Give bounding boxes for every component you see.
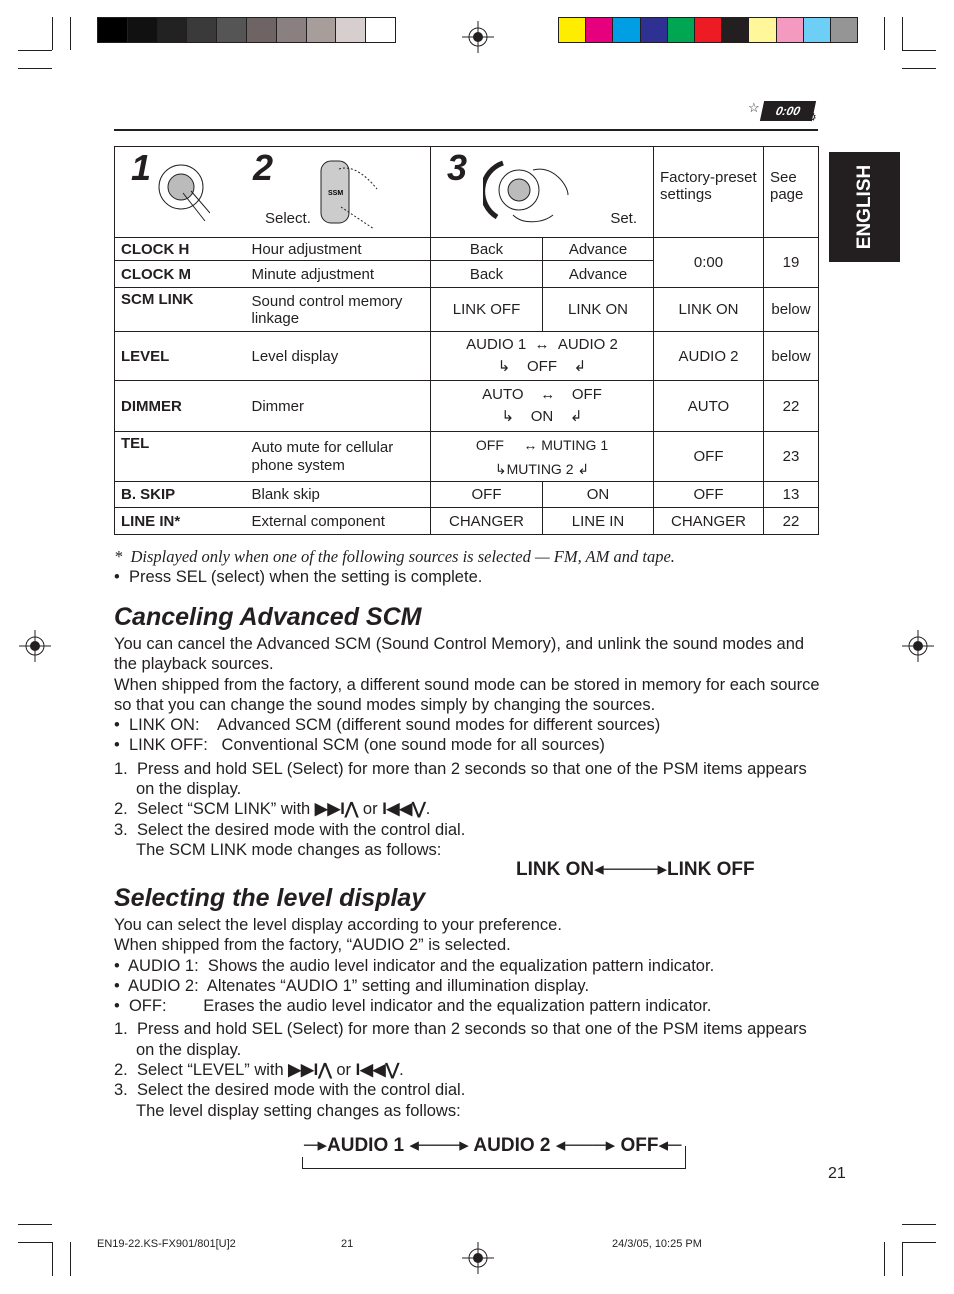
control-dial-rotate-icon <box>483 155 573 227</box>
paragraph: You can select the level display according to your preference. <box>114 916 562 934</box>
table-row <box>115 288 819 332</box>
step-text: Press and hold SEL (Select) for more than 2 seconds so that one of the PSM items appears on the display. <box>136 1020 807 1059</box>
color-swatch <box>667 18 694 42</box>
preset-value: AUDIO 2 <box>654 332 764 381</box>
crop-mark <box>18 50 52 51</box>
color-swatch <box>276 18 306 42</box>
prev-down-icon: I◀◀⋁ <box>382 800 426 819</box>
arrow-icon: ─▸ <box>304 1135 327 1156</box>
item-name: CLOCK H <box>115 238 246 261</box>
clock-badge: 0:00 <box>760 101 816 121</box>
color-swatch <box>694 18 721 42</box>
item-description: Hour adjustment <box>246 238 431 261</box>
table-row <box>115 332 819 381</box>
step-subtext: The SCM LINK mode changes as follows: <box>136 840 442 859</box>
table-row <box>115 508 819 535</box>
next-up-icon: ▶▶I⋀ <box>314 800 359 819</box>
option-a: Back <box>431 261 543 288</box>
preset-value: AUTO <box>654 381 764 432</box>
press-note-text: Press SEL (select) when the setting is complete. <box>128 568 483 586</box>
registration-mark-icon <box>462 1242 494 1274</box>
crop-mark <box>70 17 71 50</box>
step-3: 3. Select the desired mode with the control dial. <box>114 1081 466 1100</box>
option-cycle: AUDIO 1 ↔ AUDIO 2 ↳ OFF ↲ <box>431 332 654 381</box>
arrow-icon: ◂─ <box>658 1135 682 1156</box>
bidirectional-arrow-icon: ◂────▸ <box>594 859 668 880</box>
control-dial-press-icon <box>155 161 210 223</box>
color-swatch <box>776 18 803 42</box>
crop-mark <box>18 1242 52 1243</box>
bullet-text: AUDIO 1: Shows the audio level indicator and the equalization pattern indicator. <box>128 956 715 975</box>
step-2: 2. Select “SCM LINK” with ▶▶I⋀ or I◀◀⋁. <box>114 800 431 819</box>
language-tab <box>829 152 900 262</box>
or-text: or <box>336 1061 352 1080</box>
language-tab-label: ENGLISH <box>853 164 875 250</box>
bidirectional-arrow-icon: ◂───▸ <box>409 1135 469 1156</box>
option-c: ON <box>530 408 554 425</box>
registration-mark-icon <box>902 630 934 662</box>
option-b: LINK ON <box>543 288 654 332</box>
color-swatch <box>721 18 748 42</box>
color-swatch <box>585 18 612 42</box>
crop-mark <box>902 17 903 50</box>
color-swatch <box>306 18 336 42</box>
item-name: LINE IN* <box>115 508 246 535</box>
bidirectional-arrow-icon: ◂───▸ <box>555 1135 616 1156</box>
color-swatch <box>803 18 830 42</box>
page-ref: below <box>764 332 819 381</box>
set-label: Set. <box>610 210 637 227</box>
color-swatch <box>186 18 216 42</box>
star-icon: ☆ <box>748 100 760 115</box>
gear-icon: ⚙ <box>806 110 817 124</box>
step-1-2-cell <box>115 147 431 238</box>
option-a: AUTO <box>482 386 524 403</box>
paragraph: You can cancel the Advanced SCM (Sound Control Memory), and unlink the sound modes and the playback sources. <box>114 635 805 674</box>
color-swatch <box>748 18 775 42</box>
item-description: Dimmer <box>246 381 431 432</box>
option-b: ON <box>543 482 654 508</box>
table-header-row <box>115 147 819 238</box>
color-swatch <box>246 18 276 42</box>
step-text: Select “SCM LINK” with <box>136 800 311 819</box>
crop-mark <box>902 1242 936 1243</box>
crop-mark <box>52 1242 53 1276</box>
preset-value: OFF <box>654 482 764 508</box>
bullet: • OFF: Erases the audio level indicator and the equalization pattern indicator. <box>114 997 712 1016</box>
crop-mark <box>52 17 53 50</box>
step-2: 2. Select “LEVEL” with ▶▶I⋀ or I◀◀⋁. <box>114 1061 404 1080</box>
step-3: 3. Select the desired mode with the control dial. <box>114 820 466 839</box>
crop-mark <box>884 17 885 50</box>
flow-item: OFF <box>620 1135 659 1156</box>
preset-value: CHANGER <box>654 508 764 535</box>
header-rule <box>114 129 818 131</box>
item-name: LEVEL <box>115 332 246 381</box>
paragraph: When shipped from the factory, “AUDIO 2” is selected. <box>114 936 511 955</box>
footer-sheet: 21 <box>341 1238 354 1250</box>
color-swatch <box>127 18 157 42</box>
step-text: Press and hold SEL (Select) for more than 2 seconds so that one of the PSM items appears on the display. <box>136 759 807 799</box>
table-row <box>115 432 819 482</box>
step-text: Select the desired mode with the control dial. <box>136 820 466 839</box>
step-subtext: The level display setting changes as follows: <box>136 1101 461 1120</box>
color-swatch <box>640 18 667 42</box>
grayscale-bar <box>97 17 396 43</box>
section-title-scm: Canceling Advanced SCM <box>114 603 422 631</box>
crop-mark <box>902 1224 936 1225</box>
option-a: CHANGER <box>431 508 543 535</box>
crop-mark <box>902 50 936 51</box>
factory-preset-header: Factory-preset settings <box>654 147 764 238</box>
option-c: OFF <box>527 358 557 375</box>
option-a: OFF <box>475 436 504 453</box>
item-description: External component <box>246 508 431 535</box>
step-text: Select “LEVEL” with <box>136 1061 284 1080</box>
see-page-header: See page <box>764 147 819 238</box>
footer-date: 24/3/05, 10:25 PM <box>612 1238 702 1250</box>
option-a: AUDIO 1 <box>466 336 527 353</box>
paragraph: When shipped from the factory, a different sound mode can be stored in memory for each source so that you can change the sound modes simply by changing the sources. <box>114 675 820 714</box>
color-swatch <box>559 18 585 42</box>
step-text: Select the desired mode with the control dial. <box>136 1081 466 1100</box>
item-description: Minute adjustment <box>246 261 431 288</box>
preset-value: LINK ON <box>654 288 764 332</box>
bullet-text: AUDIO 2: Altenates “AUDIO 1” setting and illumination display. <box>128 976 590 995</box>
color-swatch <box>157 18 187 42</box>
item-description: Level display <box>246 332 431 381</box>
item-name: DIMMER <box>115 381 246 432</box>
step-1: 1. Press and hold SEL (Select) for more than 2 seconds so that one of the PSM items appears on the display. <box>114 759 807 799</box>
table-row <box>115 238 819 261</box>
section-title-level: Selecting the level display <box>114 884 426 912</box>
option-a: LINK OFF <box>431 288 543 332</box>
page-ref: 22 <box>764 508 819 535</box>
option-a: OFF <box>431 482 543 508</box>
item-name: TEL <box>115 432 246 482</box>
bullet-text: LINK ON: Advanced SCM (different sound modes for different sources) <box>128 716 661 735</box>
step-3-number: 3 <box>447 147 468 188</box>
flow-item: LINK OFF <box>667 859 755 880</box>
bullet-text: LINK OFF: Conventional SCM (one sound mode for all sources) <box>128 736 605 755</box>
footer-filename: EN19-22.KS-FX901/801[U]2 <box>97 1238 236 1250</box>
flow-item: AUDIO 1 <box>327 1135 405 1156</box>
item-name: B. SKIP <box>115 482 246 508</box>
scm-body <box>114 634 820 860</box>
flow-item: AUDIO 2 <box>473 1135 551 1156</box>
footnote-text: Displayed only when one of the following sources is selected — FM, AM and tape. <box>130 547 675 566</box>
option-b: OFF <box>571 386 602 403</box>
color-swatch <box>98 18 127 42</box>
color-swatch <box>216 18 246 42</box>
page-ref: below <box>764 288 819 332</box>
color-swatch <box>612 18 639 42</box>
option-a: Back <box>431 238 543 261</box>
level-body <box>114 915 820 1121</box>
step-1-number: 1 <box>131 147 152 188</box>
option-b: Advance <box>543 238 654 261</box>
option-cycle: AUTO ↔ OFF ↳ ON ↲ <box>431 381 654 432</box>
crop-mark <box>902 68 936 69</box>
bullet: • LINK OFF: Conventional SCM (one sound mode for all sources) <box>114 736 605 755</box>
item-name: CLOCK M <box>115 261 246 288</box>
bullet-text: OFF: Erases the audio level indicator and the equalization pattern indicator. <box>128 997 712 1016</box>
page-ref: 19 <box>764 238 819 288</box>
bullet: • LINK ON: Advanced SCM (different sound modes for different sources) <box>114 716 661 735</box>
table-row <box>115 482 819 508</box>
preset-value: 0:00 <box>654 238 764 288</box>
table-row <box>115 381 819 432</box>
option-b: LINE IN <box>543 508 654 535</box>
page-ref: 13 <box>764 482 819 508</box>
color-swatch <box>365 18 395 42</box>
next-up-icon: ▶▶I⋀ <box>288 1061 332 1080</box>
item-description: Sound control memory linkage <box>246 288 431 332</box>
option-cycle: OFF ↔ MUTING 1 ↳MUTING 2 ↲ <box>431 432 654 482</box>
color-swatch <box>830 18 857 42</box>
page-ref: 23 <box>764 432 819 482</box>
page-ref: 22 <box>764 381 819 432</box>
step-1: 1. Press and hold SEL (Select) for more than 2 seconds so that one of the PSM items appears on the display. <box>114 1020 807 1059</box>
bullet: • AUDIO 1: Shows the audio level indicator and the equalization pattern indicator. <box>114 956 715 975</box>
prev-down-icon: I◀◀⋁ <box>355 1061 400 1080</box>
item-description: Blank skip <box>246 482 431 508</box>
crop-mark <box>70 1242 71 1276</box>
footnote: * Displayed only when one of the following sources is selected — FM, AM and tape. <box>114 547 675 566</box>
ssm-buttons-icon <box>319 159 381 231</box>
registration-mark-icon <box>462 21 494 53</box>
step-3-cell <box>431 147 654 238</box>
flow-item: LINK ON <box>516 859 595 880</box>
option-b: MUTING 1 <box>541 436 609 453</box>
option-b: AUDIO 2 <box>557 336 618 353</box>
bullet: • AUDIO 2: Altenates “AUDIO 1” setting and illumination display. <box>114 976 590 995</box>
step-2-number: 2 <box>253 147 274 188</box>
page-number: 21 <box>828 1165 846 1182</box>
crop-mark <box>884 1242 885 1276</box>
scm-link-flow <box>516 858 755 881</box>
crop-mark <box>902 1242 903 1276</box>
item-description: Auto mute for cellular phone system <box>246 432 431 482</box>
preset-value: OFF <box>654 432 764 482</box>
crop-mark <box>18 68 52 69</box>
ssm-label: SSM <box>328 190 344 197</box>
or-text: or <box>362 800 378 819</box>
crop-mark <box>18 1224 52 1225</box>
press-note: • Press SEL (select) when the setting is complete. <box>114 568 483 586</box>
select-label: Select. <box>265 210 311 227</box>
color-bar <box>558 17 858 43</box>
option-c: MUTING 2 <box>506 460 574 477</box>
option-b: Advance <box>543 261 654 288</box>
level-flow <box>302 1134 684 1157</box>
registration-mark-icon <box>19 630 51 662</box>
psm-settings-table <box>114 146 819 535</box>
color-swatch <box>335 18 365 42</box>
item-name: SCM LINK <box>115 288 246 332</box>
